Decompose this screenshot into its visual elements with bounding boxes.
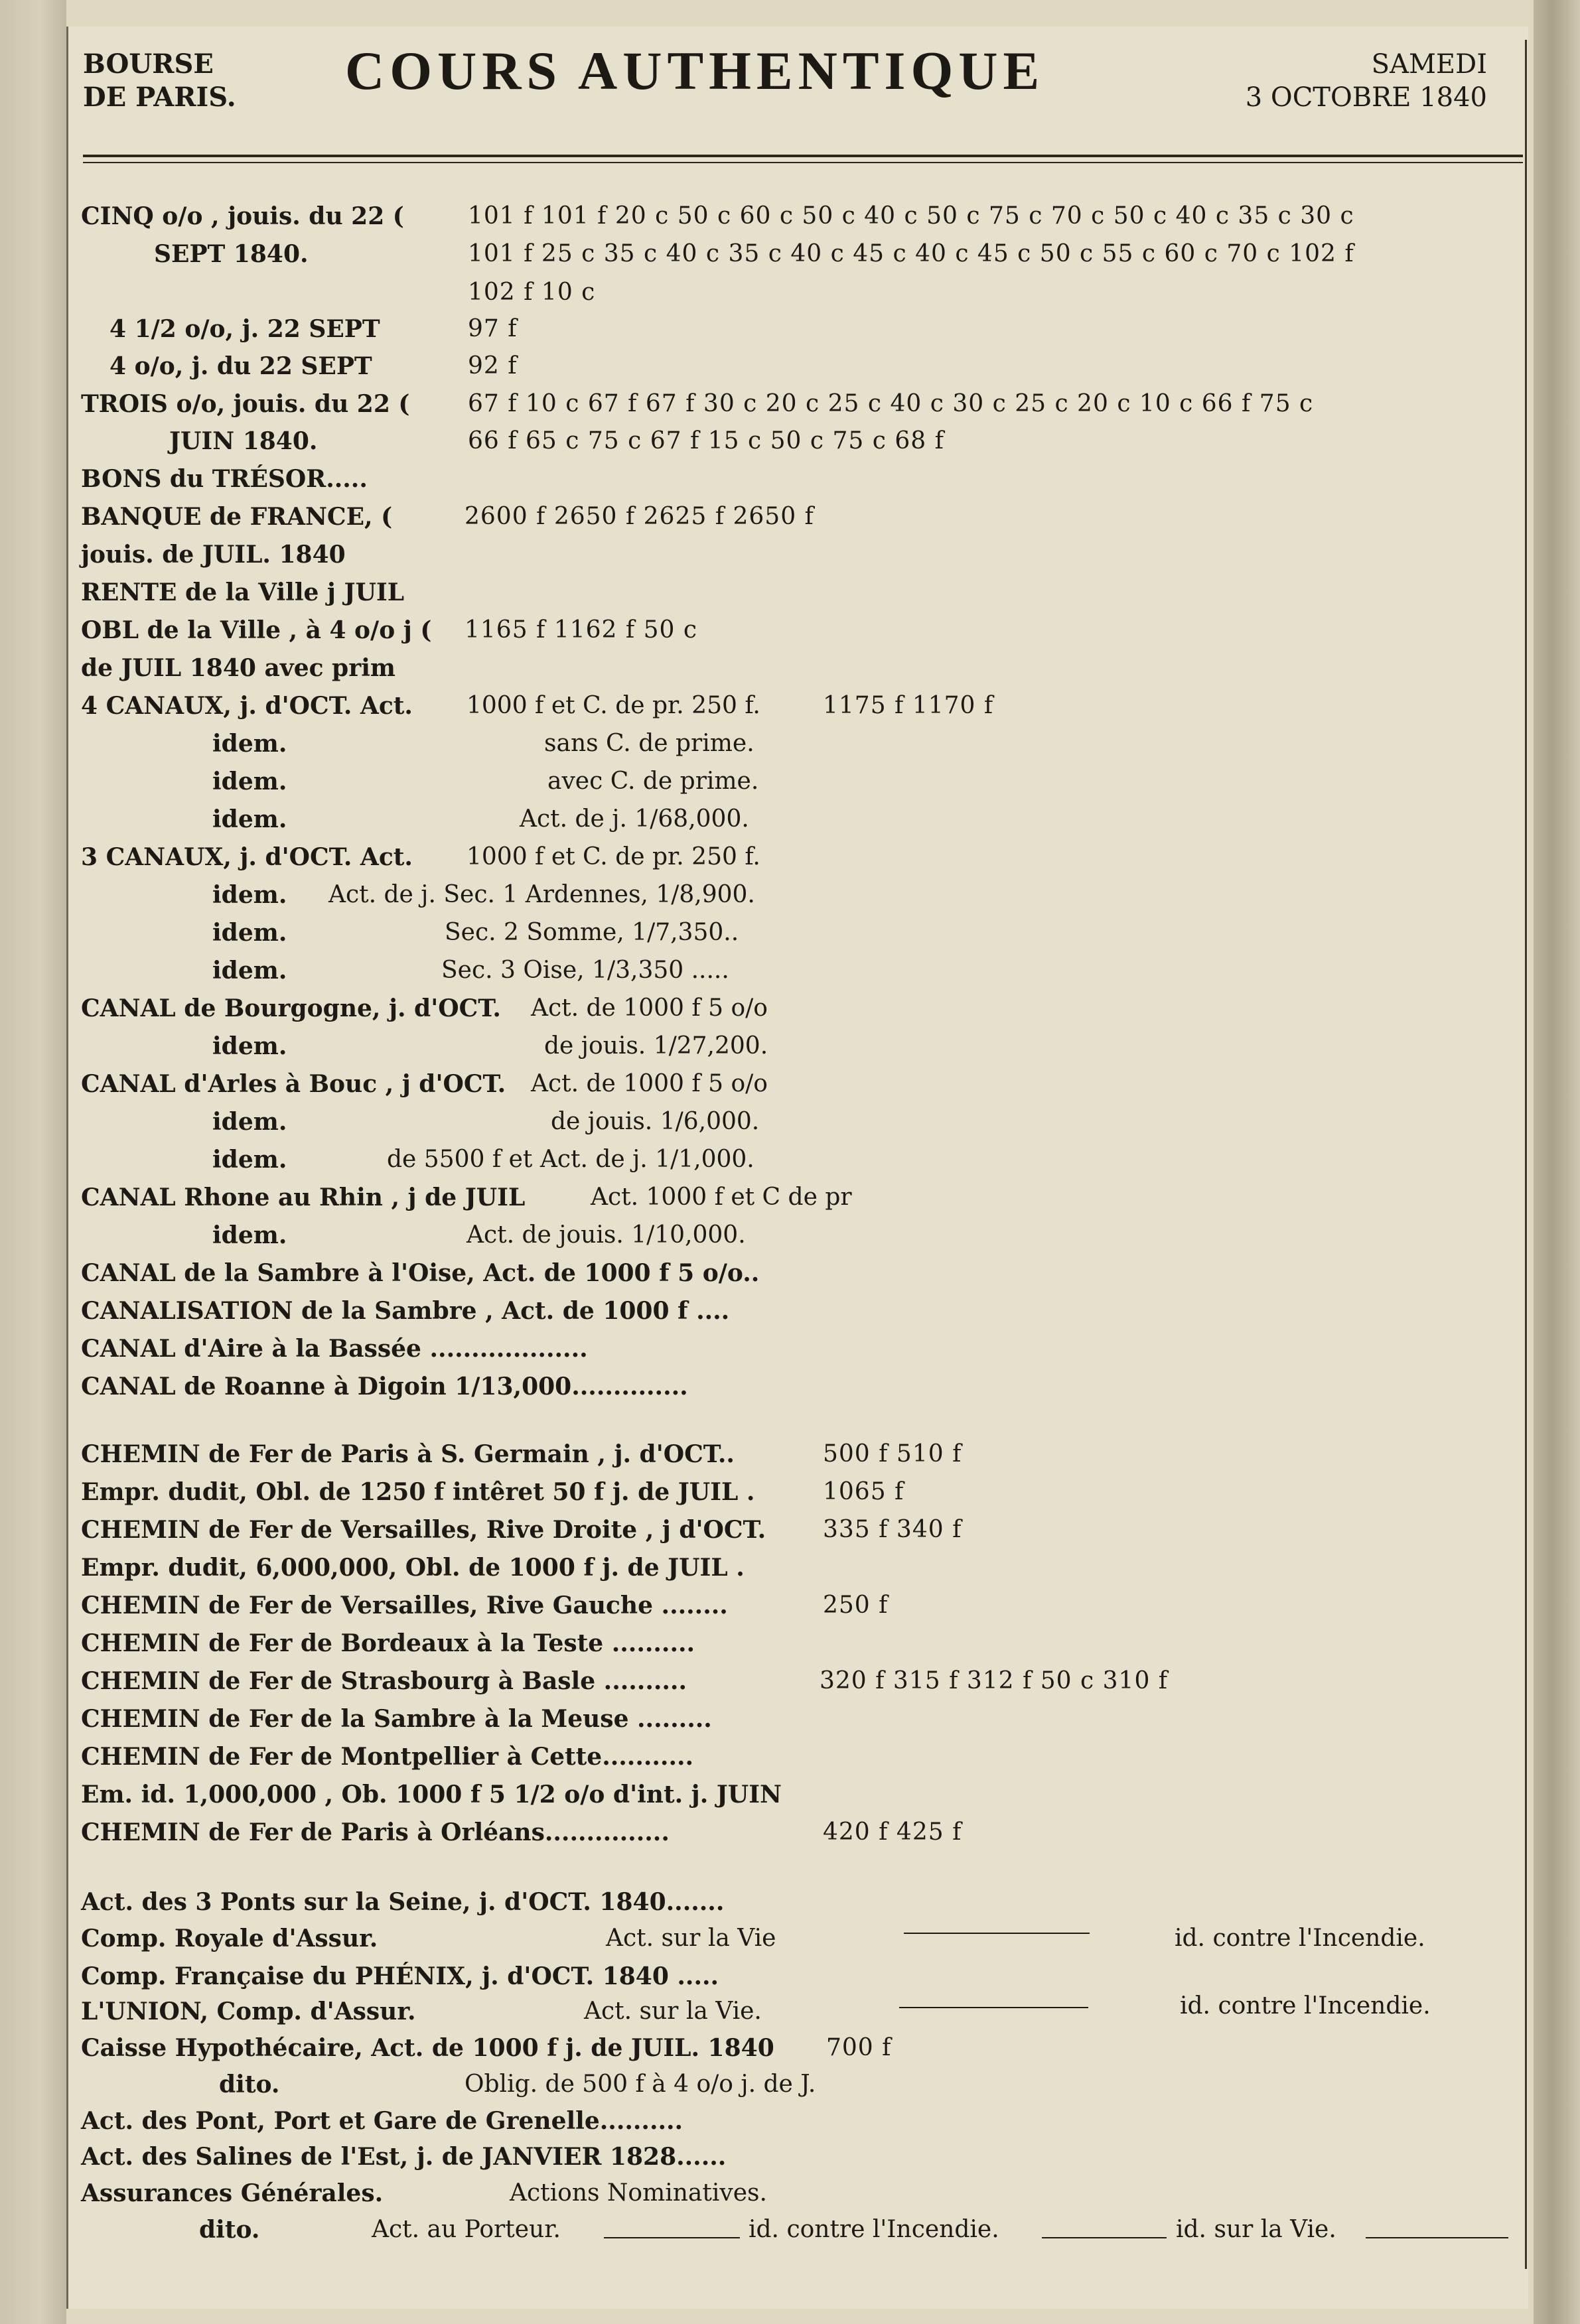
row-trois-1 xyxy=(0,385,1580,423)
row-label: Act. des 3 Ponts sur la Seine, j. d'OCT. 1840....... xyxy=(81,1888,725,1916)
row-label: Empr. dudit, Obl. de 1250 f intêret 50 f j. de JUIL . xyxy=(81,1478,755,1506)
row-quotes: 102 f 10 c xyxy=(468,279,596,306)
row-label: dito. xyxy=(199,2216,260,2244)
row-quotes: 1165 f 1162 f 50 c xyxy=(465,616,698,644)
row-roanne xyxy=(0,1367,1580,1406)
row-salines xyxy=(0,2138,1580,2176)
row-trois-2 xyxy=(0,422,1580,460)
row-detail: de jouis. 1/6,000. xyxy=(551,1108,760,1135)
row-label: Empr. dudit, 6,000,000, Obl. de 1000 f j. de JUIL . xyxy=(81,1554,745,1582)
row-grenelle xyxy=(0,2102,1580,2140)
row-caisse-hypo xyxy=(0,2029,1580,2067)
row-sambre-oise xyxy=(0,1254,1580,1292)
row-cinq-3 xyxy=(0,273,1580,312)
row-sambre-meuse xyxy=(0,1700,1580,1738)
header-rule-thin xyxy=(83,162,1523,163)
bourse-line-1: BOURSE xyxy=(83,48,214,80)
row-obl-2 xyxy=(0,649,1580,687)
row-montpellier xyxy=(0,1738,1580,1776)
date-full: 3 OCTOBRE 1840 xyxy=(1245,82,1487,113)
row-label: Comp. Royale d'Assur. xyxy=(81,1925,378,1952)
row-canalisation xyxy=(0,1292,1580,1330)
row-label: Act. des Salines de l'Est, j. de JANVIER 1828...... xyxy=(81,2143,727,2171)
row-label: CINQ o/o , jouis. du 22 ( xyxy=(81,202,404,230)
bourse-line-2: DE PARIS. xyxy=(83,82,236,113)
row-detail: Act. au Porteur. xyxy=(372,2216,561,2243)
row-4canaux xyxy=(0,687,1580,725)
row-quotes: 700 f xyxy=(826,2034,892,2061)
date-heading xyxy=(1246,48,1487,114)
row-assurances-dito xyxy=(0,2211,1580,2249)
row-label: Caisse Hypothécaire, Act. de 1000 f j. de JUIL. 1840 xyxy=(81,2034,774,2062)
row-label: CANAL de Bourgogne, j. d'OCT. xyxy=(81,994,501,1022)
row-label: CANAL d'Aire à la Bassée ................... xyxy=(81,1335,588,1363)
row-label: CHEMIN de Fer de Strasbourg à Basle .......... xyxy=(81,1667,687,1695)
row-detail: Actions Nominatives. xyxy=(510,2179,767,2207)
row-detail: de 5500 f et Act. de j. 1/1,000. xyxy=(387,1146,754,1173)
row-label: idem. xyxy=(212,957,287,985)
blank-line xyxy=(1366,2237,1508,2238)
row-quotes: 67 f 10 c 67 f 67 f 30 c 20 c 25 c 40 c 30 c 25 c 20 c 10 c 66 f 75 c xyxy=(468,390,1314,417)
header-rule-thick xyxy=(83,155,1523,157)
row-4canaux-idem-1 xyxy=(0,724,1580,763)
row-label: JUIN 1840. xyxy=(169,427,318,455)
row-cinq-2 xyxy=(0,235,1580,273)
row-detail: 1000 f et C. de pr. 250 f. xyxy=(467,843,760,870)
row-label: CANAL de la Sambre à l'Oise, Act. de 1000 f 5 o/o.. xyxy=(81,1259,760,1287)
row-4canaux-idem-3 xyxy=(0,800,1580,839)
row-extra: id. contre l'Incendie. xyxy=(1175,1925,1425,1952)
row-3canaux-idem-2 xyxy=(0,914,1580,952)
row-label: idem. xyxy=(212,805,287,833)
row-quotes: 101 f 25 c 35 c 40 c 35 c 40 c 45 c 40 c 45 c 50 c 55 c 60 c 70 c 102 f xyxy=(468,240,1354,267)
row-quotes: 101 f 101 f 20 c 50 c 60 c 50 c 40 c 50 c 75 c 70 c 50 c 40 c 35 c 30 c xyxy=(468,202,1354,230)
row-quotes: 420 f 425 f xyxy=(823,1818,962,1846)
row-3canaux-idem-1 xyxy=(0,876,1580,914)
row-label: idem. xyxy=(212,768,287,795)
blank-line xyxy=(899,2007,1088,2008)
row-extra: id. contre l'Incendie. xyxy=(1180,1992,1431,2019)
row-detail: Act. de jouis. 1/10,000. xyxy=(467,1221,746,1249)
row-bordeaux xyxy=(0,1624,1580,1663)
row-aire-bassee xyxy=(0,1330,1580,1368)
row-label: 3 CANAUX, j. d'OCT. Act. xyxy=(81,843,413,871)
row-label: CHEMIN de Fer de Bordeaux à la Teste .......... xyxy=(81,1629,695,1657)
row-label: BANQUE de FRANCE, ( xyxy=(81,503,393,531)
row-quotes: 1065 f xyxy=(823,1478,904,1505)
row-chemin-st-germain xyxy=(0,1435,1580,1473)
row-union xyxy=(0,1992,1580,2031)
row-quotes: 500 f 510 f xyxy=(823,1440,962,1468)
row-versailles-rd xyxy=(0,1511,1580,1549)
row-label: idem. xyxy=(212,1032,287,1060)
row-bourgogne xyxy=(0,989,1580,1028)
row-versailles-rg xyxy=(0,1586,1580,1625)
row-quotes: 2600 f 2650 f 2625 f 2650 f xyxy=(465,503,814,530)
row-detail: Act. sur la Vie xyxy=(606,1925,776,1952)
bourse-heading xyxy=(83,48,236,114)
row-3canaux xyxy=(0,838,1580,876)
row-label: jouis. de JUIL. 1840 xyxy=(81,541,346,569)
row-label: 4 CANAUX, j. d'OCT. Act. xyxy=(81,692,413,720)
row-3-ponts xyxy=(0,1883,1580,1921)
row-detail: sans C. de prime. xyxy=(544,730,754,757)
row-extra: id. contre l'Incendie. xyxy=(749,2216,999,2243)
row-detail: Sec. 2 Somme, 1/7,350.. xyxy=(445,919,739,946)
row-label: TROIS o/o, jouis. du 22 ( xyxy=(81,390,410,418)
row-label: CHEMIN de Fer de Paris à Orléans............... xyxy=(81,1818,670,1846)
blank-line xyxy=(1042,2237,1167,2238)
row-quotes: 66 f 65 c 75 c 67 f 15 c 50 c 75 c 68 f xyxy=(468,427,944,454)
row-label: CHEMIN de Fer de Versailles, Rive Gauche ........ xyxy=(81,1592,728,1619)
row-label: OBL de la Ville , à 4 o/o j ( xyxy=(81,616,432,644)
row-label: BONS du TRÉSOR..... xyxy=(81,465,368,493)
row-detail: 1000 f et C. de pr. 250 f. xyxy=(467,692,760,719)
row-comp-royale xyxy=(0,1919,1580,1958)
row-arles xyxy=(0,1065,1580,1103)
row-banque-1 xyxy=(0,498,1580,536)
row-label: Assurances Générales. xyxy=(81,2179,384,2207)
row-detail: de jouis. 1/27,200. xyxy=(544,1032,768,1059)
row-label: Comp. Française du PHÉNIX, j. d'OCT. 1840 ..... xyxy=(81,1962,719,1990)
row-label: CANALISATION de la Sambre , Act. de 1000 f .... xyxy=(81,1297,730,1325)
page-title: COURS AUTHENTIQUE xyxy=(345,40,1045,101)
row-label: CHEMIN de Fer de Versailles, Rive Droite , j d'OCT. xyxy=(81,1516,766,1544)
row-cinq-1 xyxy=(0,197,1580,236)
row-label: CHEMIN de Fer de Paris à S. Germain , j. d'OCT.. xyxy=(81,1440,735,1468)
row-obl-1 xyxy=(0,611,1580,649)
row-label: SEPT 1840. xyxy=(154,240,309,268)
blank-line xyxy=(904,1933,1090,1934)
row-label: CHEMIN de Fer de la Sambre à la Meuse ......... xyxy=(81,1705,712,1733)
row-bons xyxy=(0,460,1580,498)
row-banque-2 xyxy=(0,535,1580,574)
row-quotes: 335 f 340 f xyxy=(823,1516,962,1543)
row-rente xyxy=(0,573,1580,612)
row-em-id xyxy=(0,1775,1580,1814)
row-label: Em. id. 1,000,000 , Ob. 1000 f 5 1/2 o/o d'int. j. JUIN xyxy=(81,1781,782,1809)
row-caisse-dito xyxy=(0,2065,1580,2104)
row-detail: Act. de 1000 f 5 o/o xyxy=(531,994,768,1022)
row-orleans xyxy=(0,1813,1580,1852)
row-bourgogne-idem xyxy=(0,1027,1580,1065)
row-detail: Act. 1000 f et C de pr xyxy=(591,1184,852,1211)
row-label: idem. xyxy=(212,919,287,947)
row-label: idem. xyxy=(212,730,287,758)
row-quotes: 250 f xyxy=(823,1592,889,1619)
row-detail: Act. sur la Vie. xyxy=(584,1998,762,2025)
row-label: idem. xyxy=(212,1146,287,1174)
row-label: CANAL d'Arles à Bouc , j d'OCT. xyxy=(81,1070,506,1098)
row-label: idem. xyxy=(212,881,287,909)
row-3canaux-idem-3 xyxy=(0,951,1580,990)
row-arles-idem-1 xyxy=(0,1103,1580,1141)
blank-line xyxy=(604,2237,740,2238)
row-detail: Sec. 3 Oise, 1/3,350 ..... xyxy=(441,957,729,984)
row-label: idem. xyxy=(212,1221,287,1249)
row-quotes: 320 f 315 f 312 f 50 c 310 f xyxy=(820,1667,1169,1694)
row-label: CANAL de Roanne à Digoin 1/13,000.............. xyxy=(81,1373,688,1401)
row-detail: Act. de 1000 f 5 o/o xyxy=(531,1070,768,1097)
row-detail: avec C. de prime. xyxy=(547,768,759,795)
row-4-1-2 xyxy=(0,310,1580,348)
row-detail: Oblig. de 500 f à 4 o/o j. de J. xyxy=(465,2071,816,2098)
row-4canaux-idem-2 xyxy=(0,762,1580,801)
row-label: CANAL Rhone au Rhin , j de JUIL xyxy=(81,1184,526,1211)
date-day: SAMEDI xyxy=(1371,49,1487,80)
row-arles-idem-2 xyxy=(0,1140,1580,1179)
row-label: CHEMIN de Fer de Montpellier à Cette........... xyxy=(81,1743,694,1771)
row-label: 4 1/2 o/o, j. 22 SEPT xyxy=(109,315,380,343)
row-detail: Act. de j. 1/68,000. xyxy=(520,805,749,833)
row-label: de JUIL 1840 avec prim xyxy=(81,654,395,682)
row-label: L'UNION, Comp. d'Assur. xyxy=(81,1998,416,2025)
row-rhone-rhin-idem xyxy=(0,1216,1580,1255)
row-label: 4 o/o, j. du 22 SEPT xyxy=(109,352,372,380)
row-assurances xyxy=(0,2174,1580,2213)
row-rhone-rhin xyxy=(0,1178,1580,1217)
row-4-pct xyxy=(0,347,1580,385)
row-quotes: 97 f xyxy=(468,315,518,342)
row-label: dito. xyxy=(219,2071,280,2098)
row-empr-st-germain xyxy=(0,1473,1580,1511)
row-empr-versailles xyxy=(0,1548,1580,1587)
row-label: Act. des Pont, Port et Gare de Grenelle.......... xyxy=(81,2107,683,2135)
row-label: idem. xyxy=(212,1108,287,1136)
row-label: RENTE de la Ville j JUIL xyxy=(81,579,405,606)
row-detail: Act. de j. Sec. 1 Ardennes, 1/8,900. xyxy=(328,881,755,908)
row-extra: id. sur la Vie. xyxy=(1176,2216,1336,2243)
row-quotes: 1175 f 1170 f xyxy=(823,692,994,719)
row-quotes: 92 f xyxy=(468,352,518,379)
row-strasbourg xyxy=(0,1662,1580,1700)
